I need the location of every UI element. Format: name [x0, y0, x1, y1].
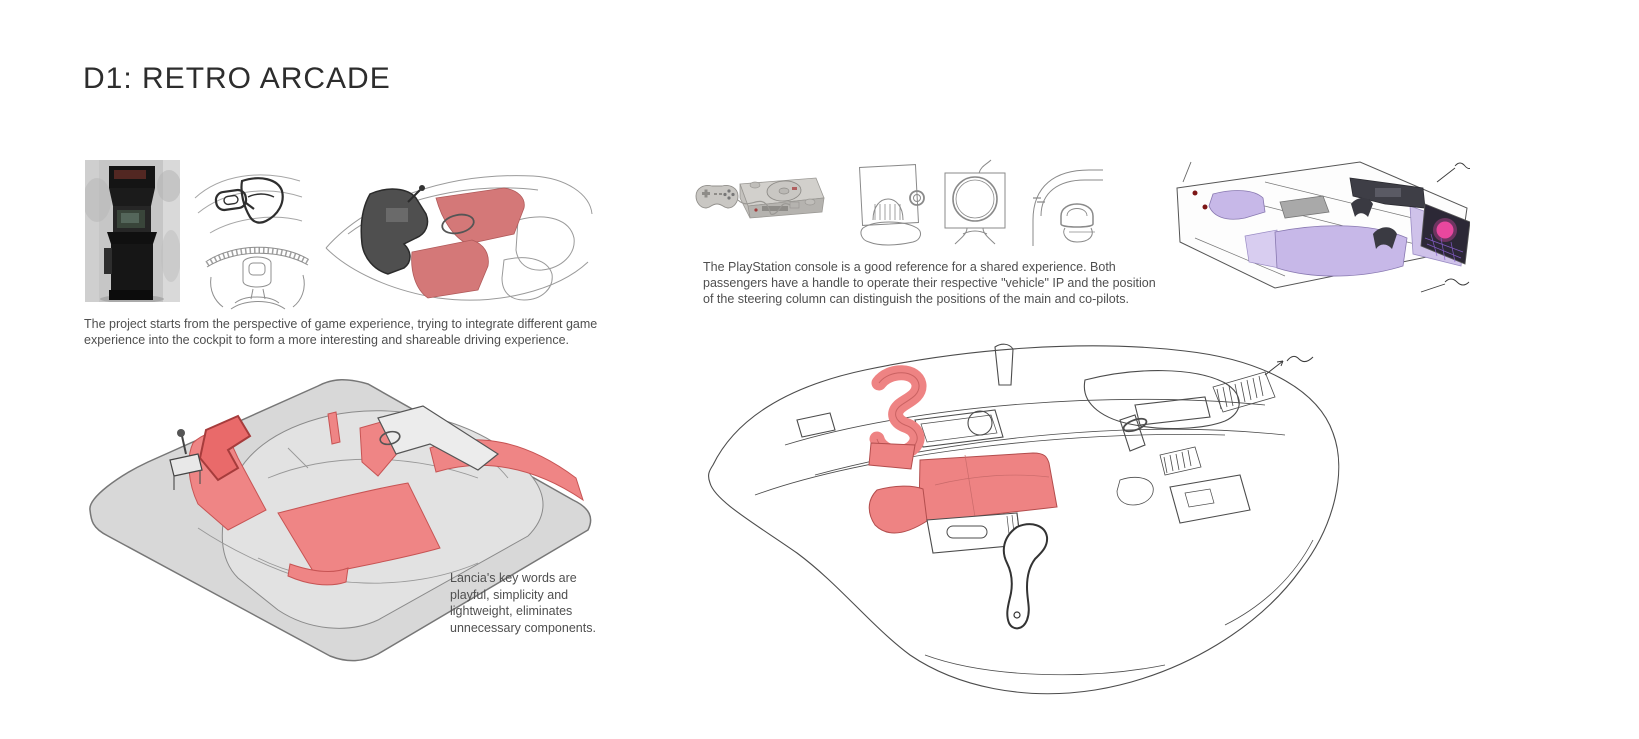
center-handle-grip [1004, 524, 1047, 628]
caption-line-4: unnecessary components. [450, 620, 596, 635]
caption-line-2: playful, simplicity and [450, 587, 569, 602]
arcade-cabinet-photo [85, 160, 180, 302]
page-title: D1: RETRO ARCADE [83, 62, 391, 95]
cockpit-sketch-red-accent [308, 150, 593, 312]
lancia-caption [450, 570, 596, 636]
right-intro-paragraph [703, 259, 1203, 307]
left-intro-paragraph [84, 316, 604, 348]
right-intro-line-3: of the steering column can distinguish the positions of the main and co-pilots. [703, 292, 1129, 306]
handle-concept-sketches [855, 158, 1105, 250]
red-seatback [877, 373, 919, 453]
left-intro-line-2: experience into the cockpit to form a more interesting and shareable driving experience. [84, 333, 569, 347]
interior-line-sketch-red-seats [665, 325, 1365, 715]
playstation-console-photo [688, 158, 828, 230]
right-intro-line-2: passengers have a handle to operate their respective "vehicle" IP and the position [703, 276, 1156, 290]
caption-line-1: Lancia's key words are [450, 571, 577, 585]
left-intro-line-1: The project starts from the perspective of game experience, trying to integrate different game [84, 317, 598, 331]
caption-line-3: lightweight, eliminates [450, 604, 573, 618]
right-intro-line-1: The PlayStation console is a good reference for a shared experience. Both [703, 260, 1116, 274]
steering-column-front-sketch [205, 233, 310, 313]
handwritten-annotation [1265, 356, 1313, 375]
